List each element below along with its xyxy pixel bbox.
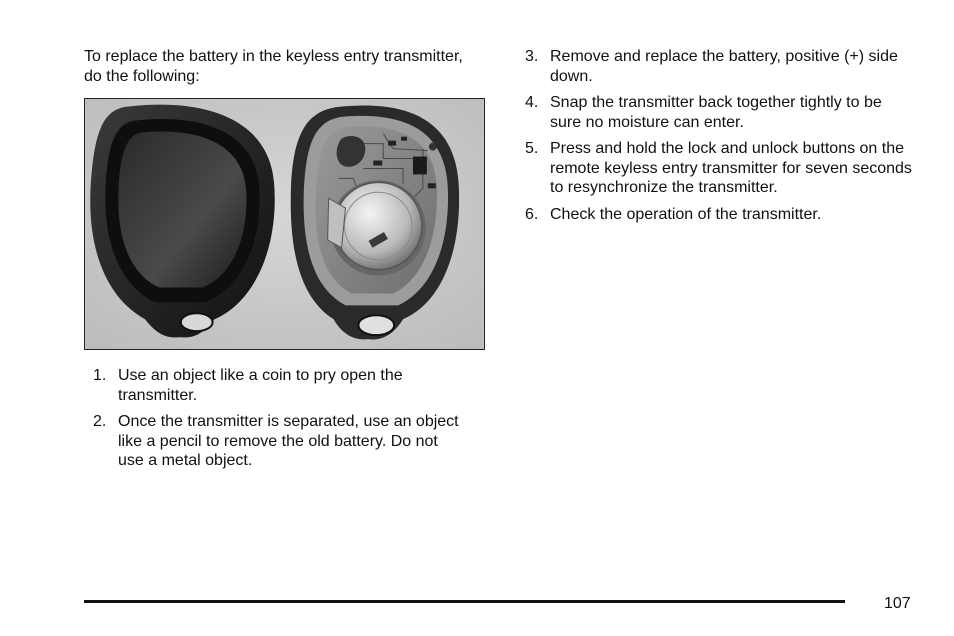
list-item [525,93,915,132]
footer-rule [84,600,845,603]
step-number: 4. [525,94,539,111]
transmitter-photo [84,98,485,350]
step-text: Press and hold the lock and unlock buttons on the remote keyless entry transmitter for seven seconds to resynchronize the transmitter. [550,140,912,196]
step-text: Use an object like a coin to pry open the transmitter. [118,367,403,404]
step-number: 3. [525,48,539,65]
step-text: Once the transmitter is separated, use an object like a pencil to remove the old battery. Do not use a metal object. [118,413,459,469]
list-item [93,366,463,405]
step-number: 6. [525,205,539,223]
step-text: Remove and replace the battery, positive (+) side down. [550,48,898,85]
intro-paragraph: To replace the battery in the keyless entry transmitter, do the following: [84,48,463,85]
page-number: 107 [884,595,911,612]
step-text: Check the operation of the transmitter. [550,205,822,223]
list-item [525,205,915,225]
steps-list-left [93,366,463,478]
list-item [93,412,463,471]
step-text: Snap the transmitter back together tightly to be sure no moisture can enter. [550,94,882,131]
step-number: 2. [93,413,107,430]
step-number: 1. [93,367,107,384]
list-item [525,139,915,198]
step-number: 5. [525,140,539,157]
steps-list-right [525,47,915,231]
list-item [525,47,915,86]
